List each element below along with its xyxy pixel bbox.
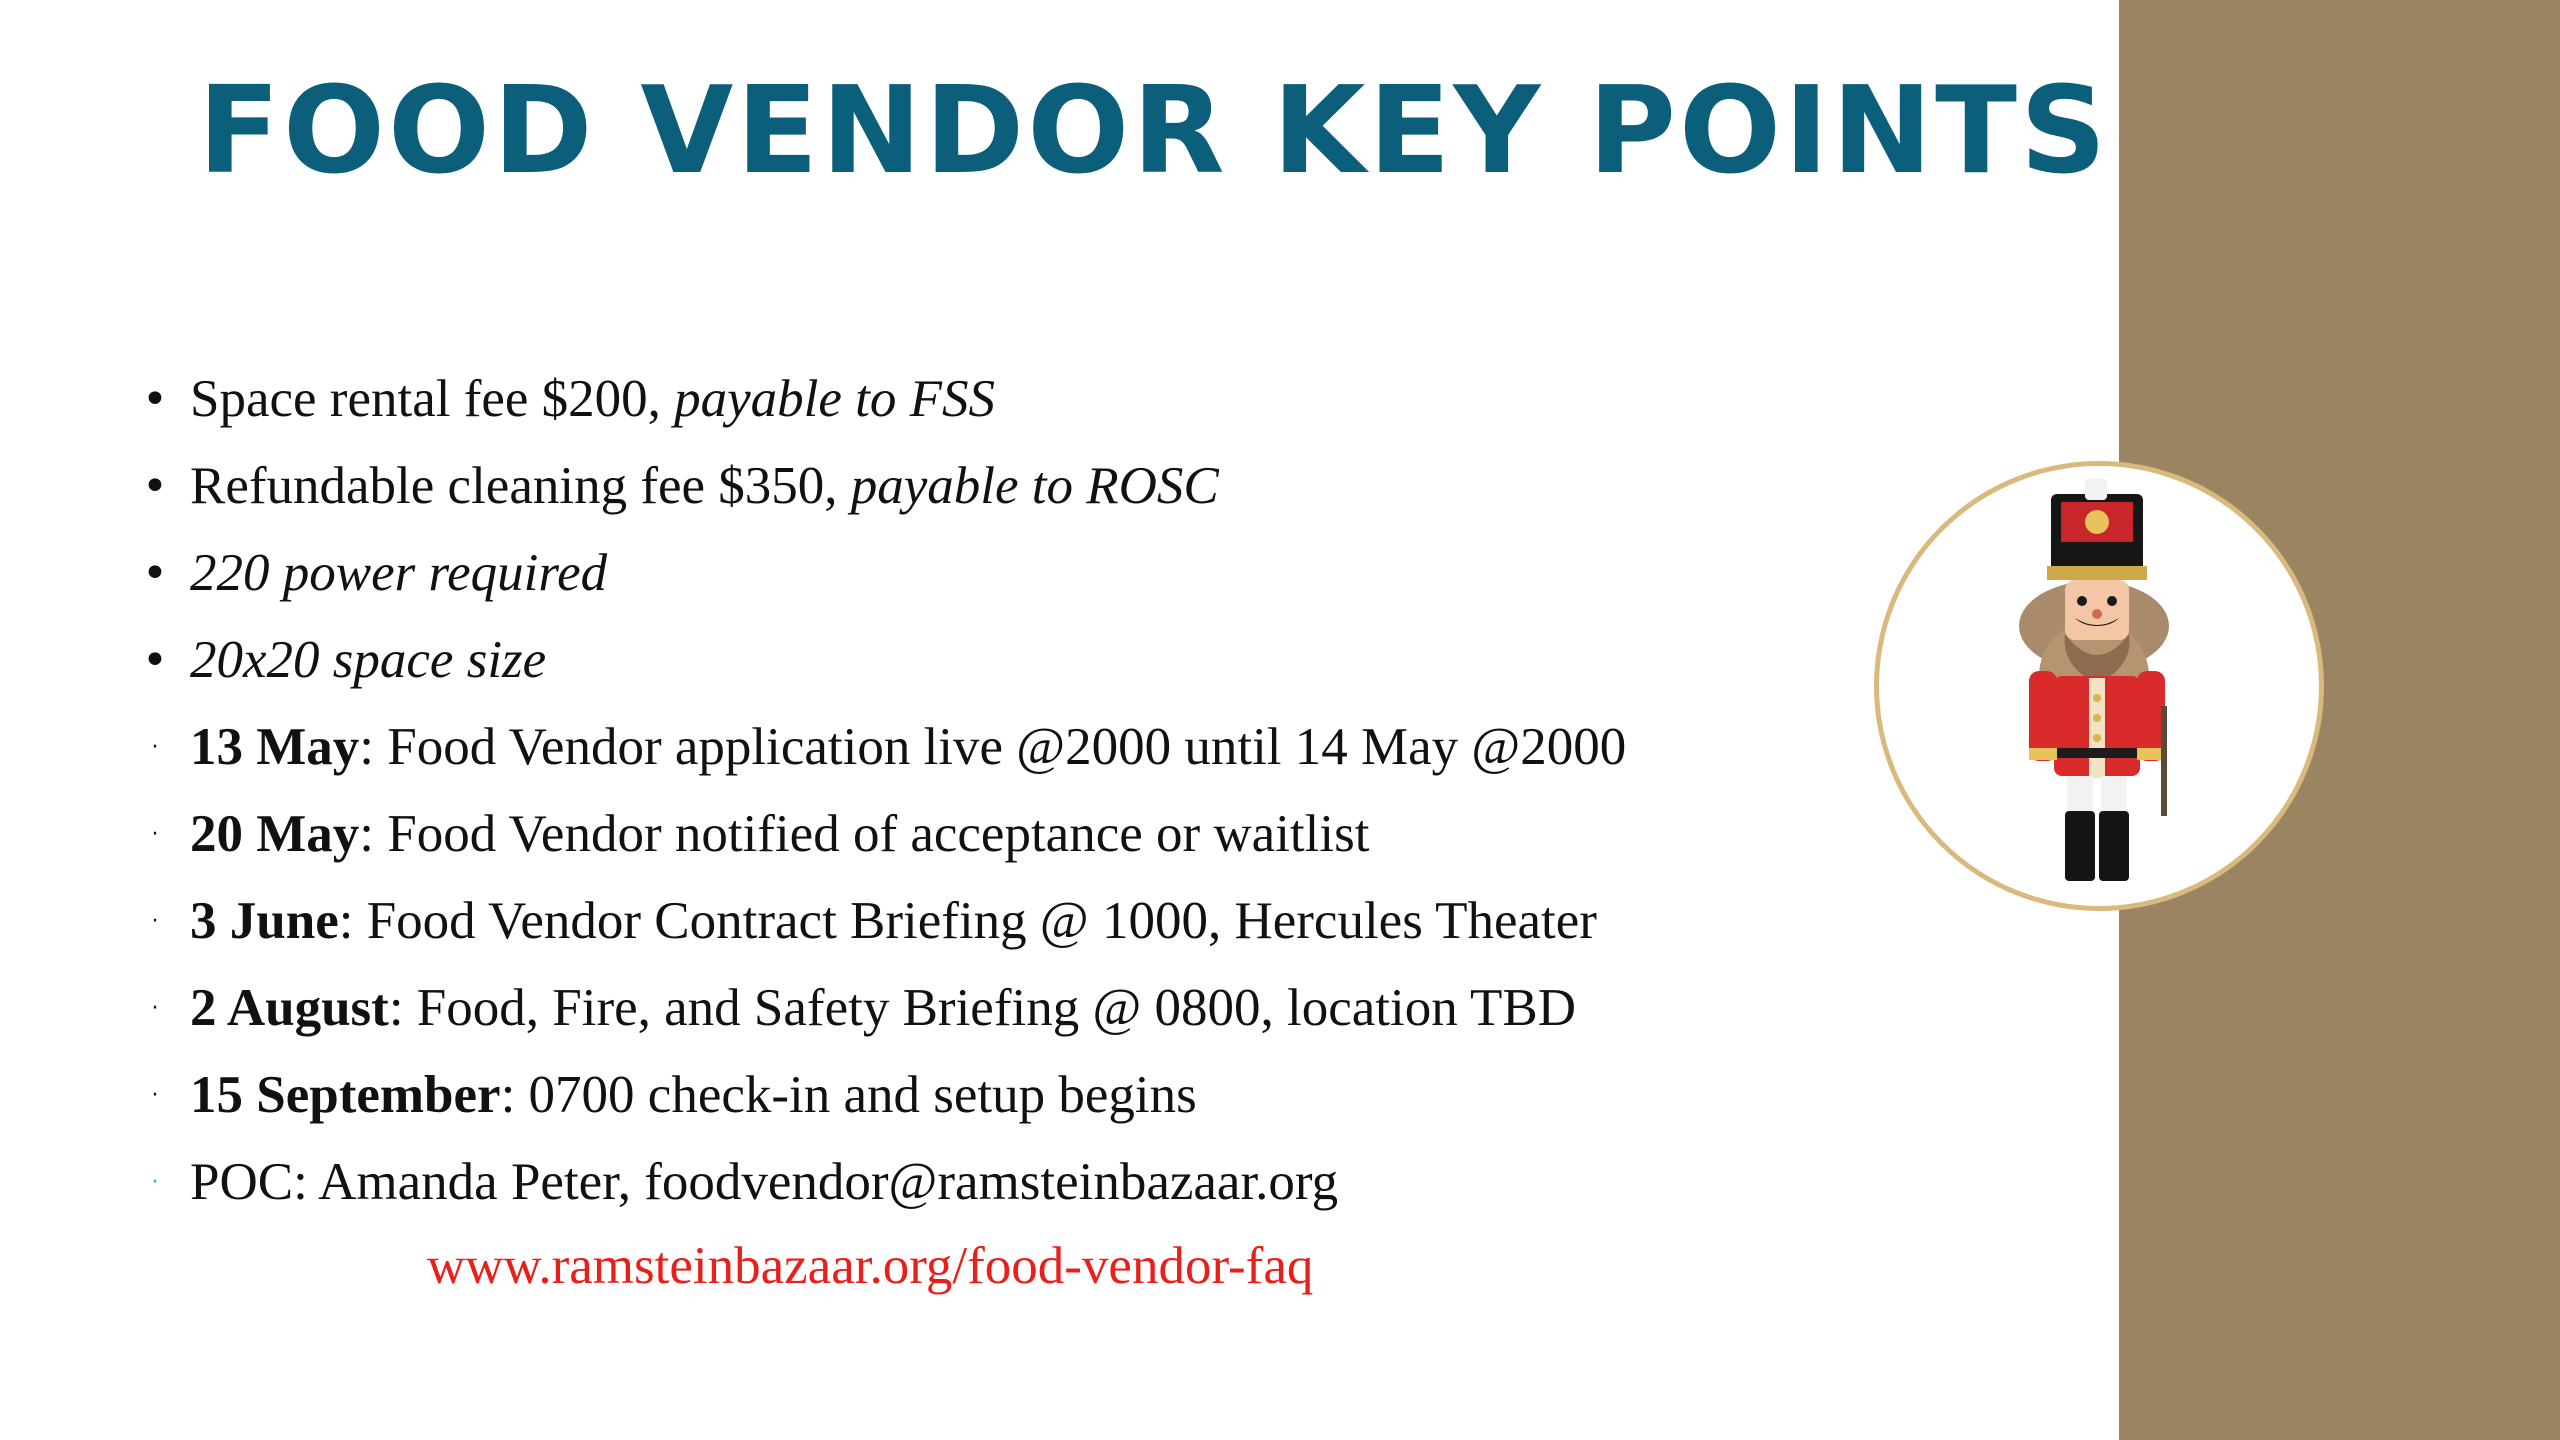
point-italic: 220 power required <box>190 544 608 602</box>
point-date: 3 June <box>190 892 339 950</box>
list-item <box>140 443 1860 530</box>
point-italic: payable to FSS <box>674 370 996 428</box>
faq-link[interactable]: www.ramsteinbazaar.org/food-vendor-faq <box>427 1237 1314 1295</box>
point-text: : Food Vendor Contract Briefing @ 1000, Hercules Theater <box>338 892 1597 950</box>
bullet-icon: · <box>151 822 159 847</box>
nutcracker-medallion <box>1874 461 2324 911</box>
bullet-icon: · <box>151 1083 159 1108</box>
point-text: Refundable cleaning fee $350, <box>190 457 851 515</box>
bullet-icon: • <box>142 548 168 599</box>
point-text: : Food Vendor application live @2000 until 14 May @2000 <box>359 718 1627 776</box>
nutcracker-icon <box>1879 466 2319 906</box>
bullet-icon: • <box>142 635 168 686</box>
list-item <box>140 356 1860 443</box>
list-item <box>140 1139 1860 1226</box>
point-text: : Food, Fire, and Safety Briefing @ 0800, location TBD <box>388 979 1577 1037</box>
list-item <box>140 704 1860 791</box>
list-item <box>140 878 1860 965</box>
list-item <box>140 791 1860 878</box>
list-item <box>140 530 1860 617</box>
point-date: 2 August <box>190 979 389 1037</box>
bullet-icon: · <box>151 996 159 1021</box>
point-text: : 0700 check-in and setup begins <box>500 1066 1197 1124</box>
list-item <box>140 1052 1860 1139</box>
bullet-icon: · <box>151 909 159 934</box>
poc-text: POC: Amanda Peter, foodvendor@ramsteinbazaar.org <box>190 1153 1339 1211</box>
point-text: : Food Vendor notified of acceptance or waitlist <box>359 805 1370 863</box>
slide-title: FOOD VENDOR KEY POINTS <box>198 62 2110 201</box>
point-italic: payable to ROSC <box>850 457 1219 515</box>
bullet-icon: • <box>142 461 168 512</box>
list-item <box>140 617 1860 704</box>
bullet-icon: • <box>142 374 168 425</box>
list-item <box>140 965 1860 1052</box>
point-text: Space rental fee $200, <box>190 370 675 428</box>
point-italic: 20x20 space size <box>190 631 547 689</box>
bullet-icon: · <box>151 735 159 760</box>
point-date: 20 May <box>190 805 360 863</box>
key-points-list <box>140 356 1860 1226</box>
bullet-icon: · <box>151 1170 159 1195</box>
point-date: 13 May <box>190 718 360 776</box>
point-date: 15 September <box>190 1066 501 1124</box>
